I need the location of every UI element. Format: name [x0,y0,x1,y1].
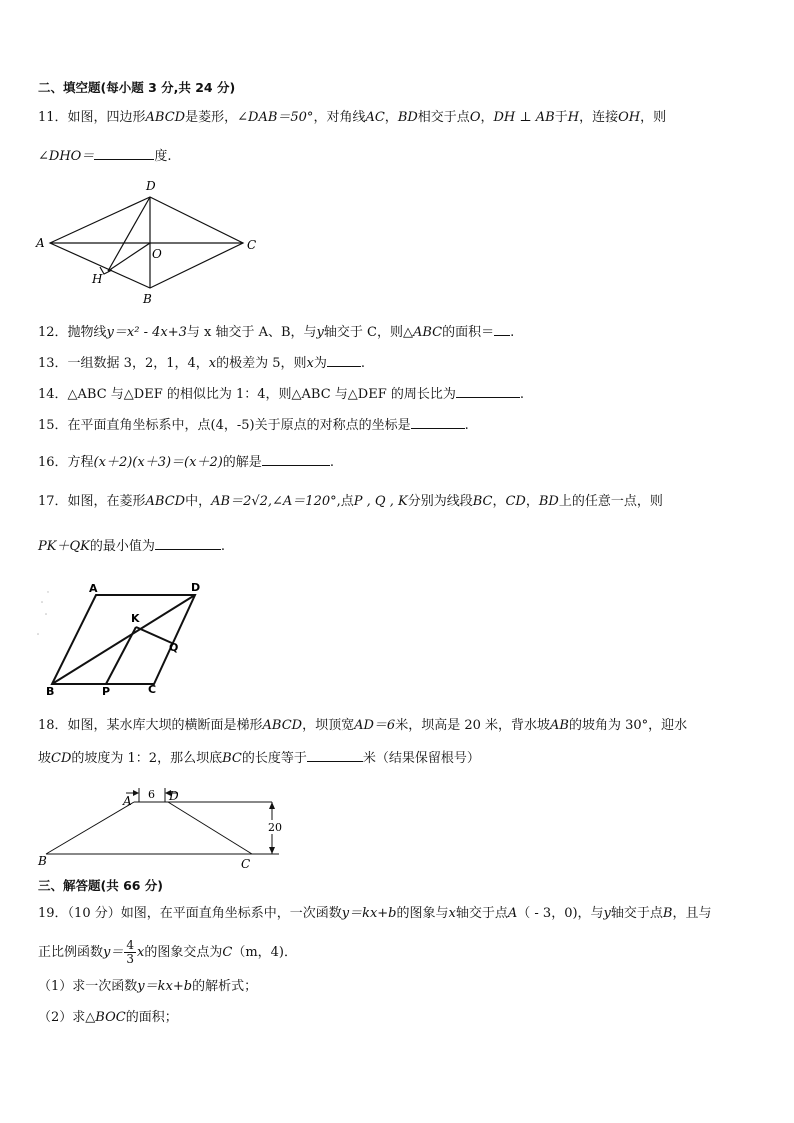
q11-text: 相交于点 [417,110,470,125]
q11-ac: AC [365,110,385,125]
answer-blank[interactable] [456,384,520,398]
segment-oh [108,243,150,271]
segment-kp [106,627,136,684]
rhombus-figure-q11 [30,176,270,310]
question-15 [38,415,763,435]
label-q: Q [169,641,179,654]
q18-cd: CD [51,751,72,766]
q17-pqk: P , Q , K [353,494,408,509]
q17-sep: ， [492,494,506,509]
q11-angle: ∠DAB＝50° [237,110,314,125]
label-a: A [123,794,132,808]
question-19-line-1 [38,905,763,923]
q14-end: . [519,387,525,402]
q11-oh: OH [618,110,641,125]
answer-blank[interactable] [494,322,510,336]
fraction-denominator: 3 [126,952,135,966]
q18-text: 米（结果保留根号） [362,751,480,766]
q18-text: 的坡角为 30°，迎水 [568,718,688,733]
q17-text: 的最小值为 [89,539,155,554]
q13-text: 13．一组数据 3，2，1，4， [38,356,209,371]
q12-text: 与 x 轴交于 A、B，与 [186,325,317,340]
q17-end: . [220,539,225,554]
q16-text: 16．方程 [38,455,94,470]
question-11-line-1 [38,109,763,127]
q12-text: 轴交于 C，则△ [323,325,413,340]
question-19-sub-2 [38,1009,763,1027]
q19-text: （ - 3，0)，与 [517,906,604,921]
answer-blank[interactable] [411,415,465,429]
q18-bc: BC [222,751,242,766]
q16-equation: (x＋2)(x＋3)＝(x＋2) [93,455,223,470]
q19-x: x [448,906,456,921]
q12-text: 12．抛物线 [38,325,107,340]
q11-text: 于 [554,110,568,125]
q19-point-c: C [222,945,233,960]
q17-sep: ， [525,494,539,509]
question-17-line-1 [38,493,763,511]
height-label: 20 [268,821,282,834]
q13-x: x [208,356,217,371]
q19-text: ，且与 [672,906,712,921]
q12-text: 的面积＝ [442,325,495,340]
question-11-line-2 [38,146,763,166]
q19-text: 的解析式； [192,979,258,994]
section-2-title: 二、填空题(每小题 3 分,共 24 分) [38,80,236,95]
q17-text: 上的任意一点，则 [558,494,663,509]
q13-end: . [360,356,366,371]
q18-text: 的坡度为 1：2，那么坝底 [71,751,223,766]
q13-text: 为 [313,356,327,371]
q19-boc: BOC [95,1010,126,1025]
label-d: D [191,581,201,594]
q11-h: H [567,110,580,125]
scan-noise [37,591,49,635]
answer-blank[interactable] [327,353,361,367]
q19-point-b: B [662,906,673,921]
q18-ab: AB [550,718,569,733]
q17-text: 分别为线段 [407,494,473,509]
dam-trapezoid-figure [34,784,294,870]
q11-text: ，对角线 [313,110,366,125]
answer-blank[interactable] [307,748,363,762]
q11-bd: BD [397,110,418,125]
label-b: B [46,685,55,698]
q17-expression: PK＋QK [38,539,90,554]
q19-y: y [603,906,611,921]
q11-text: 是菱形， [185,110,238,125]
label-d: D [146,179,156,193]
q19-text: （1）求一次函数 [38,979,138,994]
q18-abcd: ABCD [262,718,303,733]
q18-ad: AD＝6 [354,718,396,733]
rhombus-figure-q17 [34,574,214,698]
question-12 [38,322,763,342]
label-p: P [102,685,111,698]
segment-dh [108,197,150,271]
q17-text: 中， [185,494,212,509]
q12-abc: ABC [412,325,443,340]
label-d: D [169,789,179,803]
question-17-line-2 [38,536,763,556]
arrowhead-left [133,790,139,796]
q19-text: （m，4)． [232,945,297,960]
q19-text: 的图象交点为 [144,945,223,960]
q17-text: ,点 [336,494,354,509]
q15-end: . [464,418,469,433]
q11-text: ，则 [640,110,667,125]
q15-text: 15．在平面直角坐标系中，点(4，-5)关于原点的对称点的坐标是 [38,418,411,433]
q18-text: 坡 [38,751,52,766]
question-18-line-2 [38,748,763,768]
q11-abcd: ABCD [145,110,186,125]
q19-text: 19．（10 分）如图，在平面直角坐标系中，一次函数 [38,906,342,921]
question-13 [38,353,763,373]
q12-y: y [316,325,324,340]
answer-blank[interactable] [94,146,154,160]
q18-text: 米，坝高是 20 米，背水坡 [395,718,551,733]
q11-perp: DH ⊥ AB [493,110,555,125]
q11-suffix: 度. [154,149,172,164]
q17-condition: AB＝2√2,∠A＝120° [211,494,337,509]
fraction-numerator: 4 [126,938,135,952]
q11-text: ， [384,110,398,125]
q11-o: O [469,110,481,125]
label-h: H [92,272,103,286]
answer-blank[interactable] [155,536,221,550]
q16-end: . [329,455,334,470]
q19-point-a: A [507,906,518,921]
label-c: C [148,683,157,696]
q19-function: y＝kx+b [341,906,397,921]
q11-text: ，连接 [579,110,619,125]
question-19-sub-1 [38,978,763,996]
top-width-label: 6 [148,788,155,801]
q13-x: x [306,356,314,371]
q17-abcd: ABCD [145,494,186,509]
question-14 [38,384,763,404]
q11-dho-angle: ∠DHO＝ [38,149,95,164]
q19-text: （2）求△ [38,1010,96,1025]
q16-text: 的解是 [222,455,262,470]
q19-text: 正比例函数 [38,945,104,960]
q17-bd: BD [538,494,559,509]
q17-text: 17．如图，在菱形 [38,494,146,509]
q11-text: 11．如图，四边形 [38,110,146,125]
q19-function: y＝kx+b [137,979,193,994]
q18-text: 18．如图，某水库大坝的横断面是梯形 [38,718,263,733]
q19-x: x [137,945,145,960]
q17-cd: CD [505,494,526,509]
q19-text: 轴交于点 [610,906,663,921]
q19-y-equals: y＝ [103,945,124,960]
label-a: A [36,236,45,250]
section-3-title: 三、解答题(共 66 分) [38,878,164,893]
q18-text: 的长度等于 [241,751,307,766]
q11-text: ， [480,110,494,125]
slope-ab [46,802,134,854]
answer-blank[interactable] [262,452,330,466]
q19-text: 的面积； [125,1010,178,1025]
q12-formula: y＝x² - 4x+3 [106,325,187,340]
label-c: C [247,238,257,252]
q18-text: ，坝顶宽 [302,718,355,733]
fraction-four-thirds [124,939,136,966]
q14-text: 14．△ABC 与△DEF 的相似比为 1：4，则△ABC 与△DEF 的周长比为 [38,387,456,402]
question-19-line-2 [38,938,763,968]
q12-end: . [510,325,515,340]
label-a: A [89,582,98,595]
question-18-line-1 [38,717,763,735]
arrowhead-down [269,847,275,854]
q13-text: 的极差为 5，则 [216,356,307,371]
label-b: B [143,292,152,306]
q17-bc: BC [472,494,493,509]
label-k: K [131,612,140,625]
label-o: O [152,247,162,261]
arrowhead-up [269,802,275,809]
q19-text: 轴交于点 [455,906,508,921]
q19-text: 的图象与 [396,906,449,921]
label-b: B [38,854,47,868]
question-16 [38,452,763,472]
label-c: C [241,857,251,870]
slope-dc [168,802,252,854]
